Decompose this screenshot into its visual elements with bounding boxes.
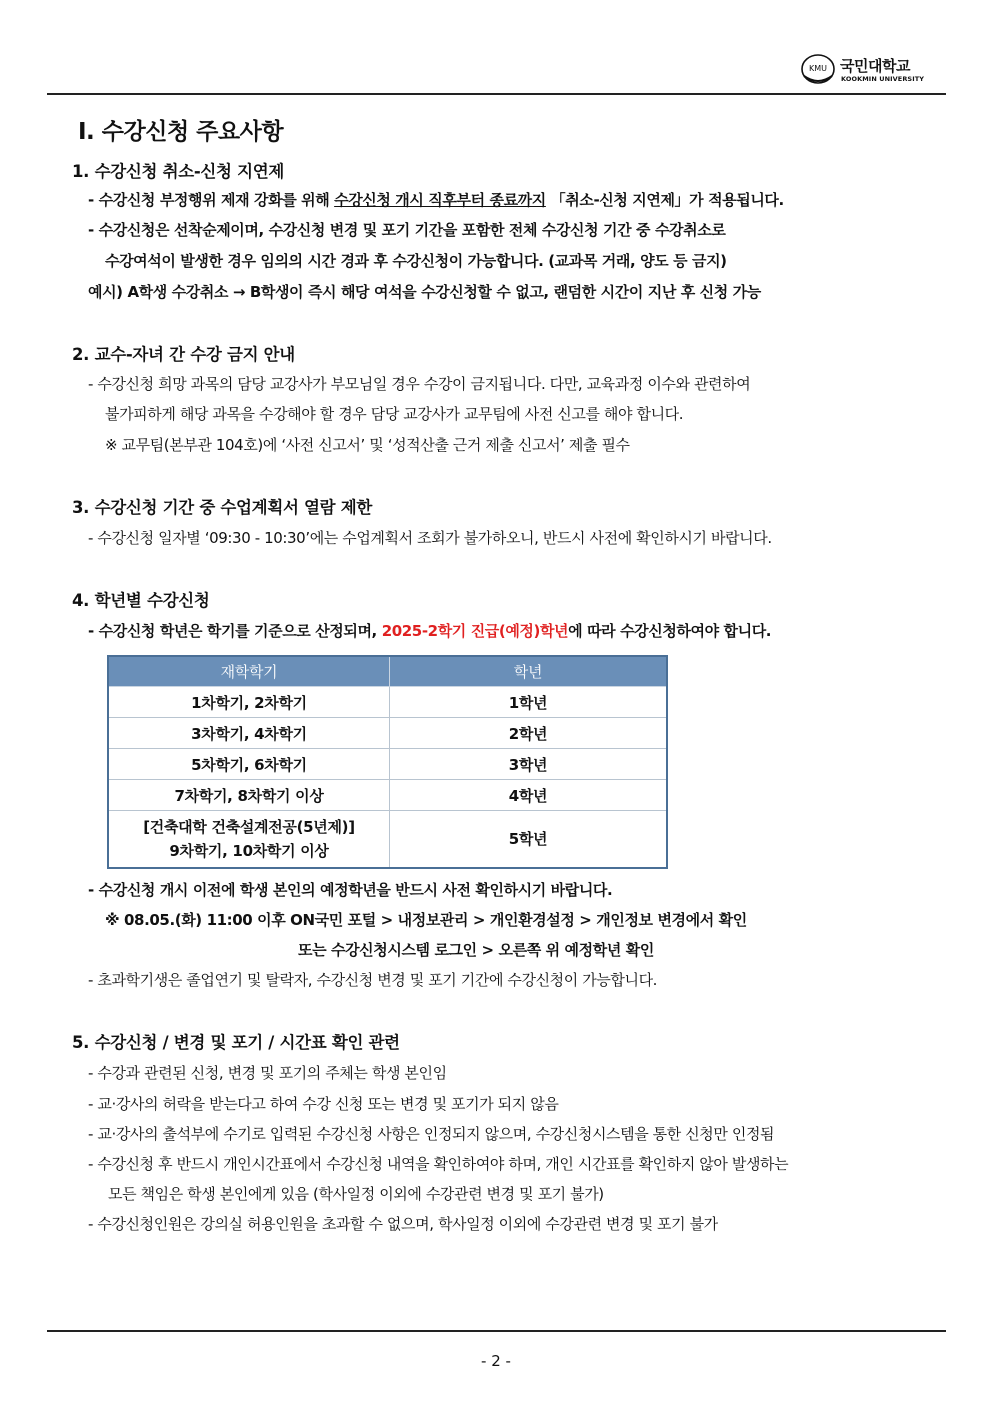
table-cell-term [108, 811, 390, 869]
section-2-heading: 2. 교수-자녀 간 수강 금지 안내 [72, 345, 295, 364]
section-4-note-2: 또는 수강신청시스템 로그인 > 오른쪽 위 예정학년 확인 [298, 941, 654, 959]
table-row [108, 749, 667, 780]
section-5-line-4: - 수강신청 후 반드시 개인시간표에서 수강신청 내역을 확인하여야 하며, 개인 시간표를 확인하지 않아 발생하는 [88, 1155, 789, 1173]
s1-l1-text-a: - 수강신청 부정행위 제재 강화를 위해 [88, 191, 335, 209]
section-1-example: 예시) A학생 수강취소 → B학생이 즉시 해당 여석을 수강신청할 수 없고, 랜덤한 시간이 지난 후 신청 가능 [88, 283, 761, 301]
table-cell-grade: 5학년 [390, 811, 668, 869]
s4-l1-text-b: 에 따라 수강신청하여야 합니다. [568, 622, 772, 640]
section-5-heading: 5. 수강신청 / 변경 및 포기 / 시간표 확인 관련 [72, 1033, 400, 1052]
table-cell-term: 5차학기, 6차학기 [108, 749, 390, 780]
section-2-note: ※ 교무팀(본부관 104호)에 ‘사전 신고서’ 및 ‘성적산출 근거 제출 신고서’ 제출 필수 [105, 436, 630, 454]
section-4-line-2: - 수강신청 개시 이전에 학생 본인의 예정학년을 반드시 사전 확인하시기 바랍니다. [88, 881, 613, 899]
grade-table [107, 655, 668, 869]
table-cell-term: 1차학기, 2차학기 [108, 687, 390, 718]
university-logo [800, 52, 950, 88]
footer-divider [47, 1330, 946, 1332]
section-2-line-1: - 수강신청 희망 과목의 담당 교강사가 부모님일 경우 수강이 금지됩니다. 다만, 교육과정 이수와 관련하여 [88, 375, 751, 393]
page-number: - 2 - [481, 1352, 511, 1370]
page-title: Ⅰ. 수강신청 주요사항 [78, 119, 284, 145]
section-4-line-3: - 초과학기생은 졸업연기 및 탈락자, 수강신청 변경 및 포기 기간에 수강신청이 가능합니다. [88, 971, 658, 989]
section-5-line-3: - 교·강사의 출석부에 수기로 입력된 수강신청 사항은 인정되지 않으며, 수강신청시스템을 통한 신청만 인정됨 [88, 1125, 775, 1143]
table-row [108, 811, 667, 869]
table-row [108, 687, 667, 718]
table-cell-term: 7차학기, 8차학기 이상 [108, 780, 390, 811]
section-1-heading: 1. 수강신청 취소-신청 지연제 [72, 162, 285, 181]
s4-l1-highlight: 2025-2학기 진급(예정)학년 [381, 622, 569, 640]
section-1-line-1 [88, 189, 784, 210]
table-cell-grade: 3학년 [390, 749, 668, 780]
logo-korean-name: 국민대학교 [840, 57, 910, 75]
section-5-line-2: - 교·강사의 허락을 받는다고 하여 수강 신청 또는 변경 및 포기가 되지 않음 [88, 1095, 559, 1113]
table-header-row [108, 656, 667, 687]
section-3-heading: 3. 수강신청 기간 중 수업계획서 열람 제한 [72, 498, 373, 517]
table-header-term: 재학학기 [108, 656, 390, 687]
logo-english-name: KOOKMIN UNIVERSITY [841, 75, 925, 83]
section-5-line-5: 모든 책임은 학생 본인에게 있음 (학사일정 이외에 수강관련 변경 및 포기 불가) [108, 1185, 604, 1203]
section-3-line-1: - 수강신청 일자별 ‘09:30 - 10:30’에는 수업계획서 조회가 불가하오니, 반드시 사전에 확인하시기 바랍니다. [88, 529, 772, 547]
table-row [108, 718, 667, 749]
table-header-grade: 학년 [390, 656, 668, 687]
section-2-line-2: 불가피하게 해당 과목을 수강해야 할 경우 담당 교강사가 교무팀에 사전 신고를 해야 합니다. [105, 405, 684, 423]
section-5-line-6: - 수강신청인원은 강의실 허용인원을 초과할 수 없으며, 학사일정 이외에 수강관련 변경 및 포기 불가 [88, 1215, 718, 1233]
term-line-1: [건축대학 건축설계전공(5년제)] [143, 818, 355, 836]
section-4-heading: 4. 학년별 수강신청 [72, 591, 210, 610]
section-1-line-2: - 수강신청은 선착순제이며, 수강신청 변경 및 포기 기간을 포함한 전체 수강신청 기간 중 수강취소로 [88, 221, 726, 239]
section-1-line-3: 수강여석이 발생한 경우 임의의 시간 경과 후 수강신청이 가능합니다. (교과목 거래, 양도 등 금지) [105, 252, 727, 270]
s1-l1-text-b: 「취소-신청 지연제」가 적용됩니다. [545, 191, 784, 209]
table-row [108, 780, 667, 811]
table-cell-grade: 4학년 [390, 780, 668, 811]
table-cell-grade: 2학년 [390, 718, 668, 749]
s1-l1-underlined: 수강신청 개시 직후부터 종료까지 [334, 191, 546, 209]
kmu-emblem-icon [800, 52, 836, 86]
logo-badge: KMU [808, 64, 828, 73]
section-4-line-1 [88, 620, 771, 641]
table-cell-grade: 1학년 [390, 687, 668, 718]
header-divider [47, 93, 946, 95]
s4-l1-text-a: - 수강신청 학년은 학기를 기준으로 산정되며, [88, 622, 382, 640]
table-cell-term: 3차학기, 4차학기 [108, 718, 390, 749]
section-5-line-1: - 수강과 관련된 신청, 변경 및 포기의 주체는 학생 본인임 [88, 1064, 447, 1082]
term-line-2: 9차학기, 10차학기 이상 [169, 842, 329, 860]
section-4-note-1: ※ 08.05.(화) 11:00 이후 ON국민 포털 > 내정보관리 > 개인환경설정 > 개인정보 변경에서 확인 [105, 911, 747, 929]
